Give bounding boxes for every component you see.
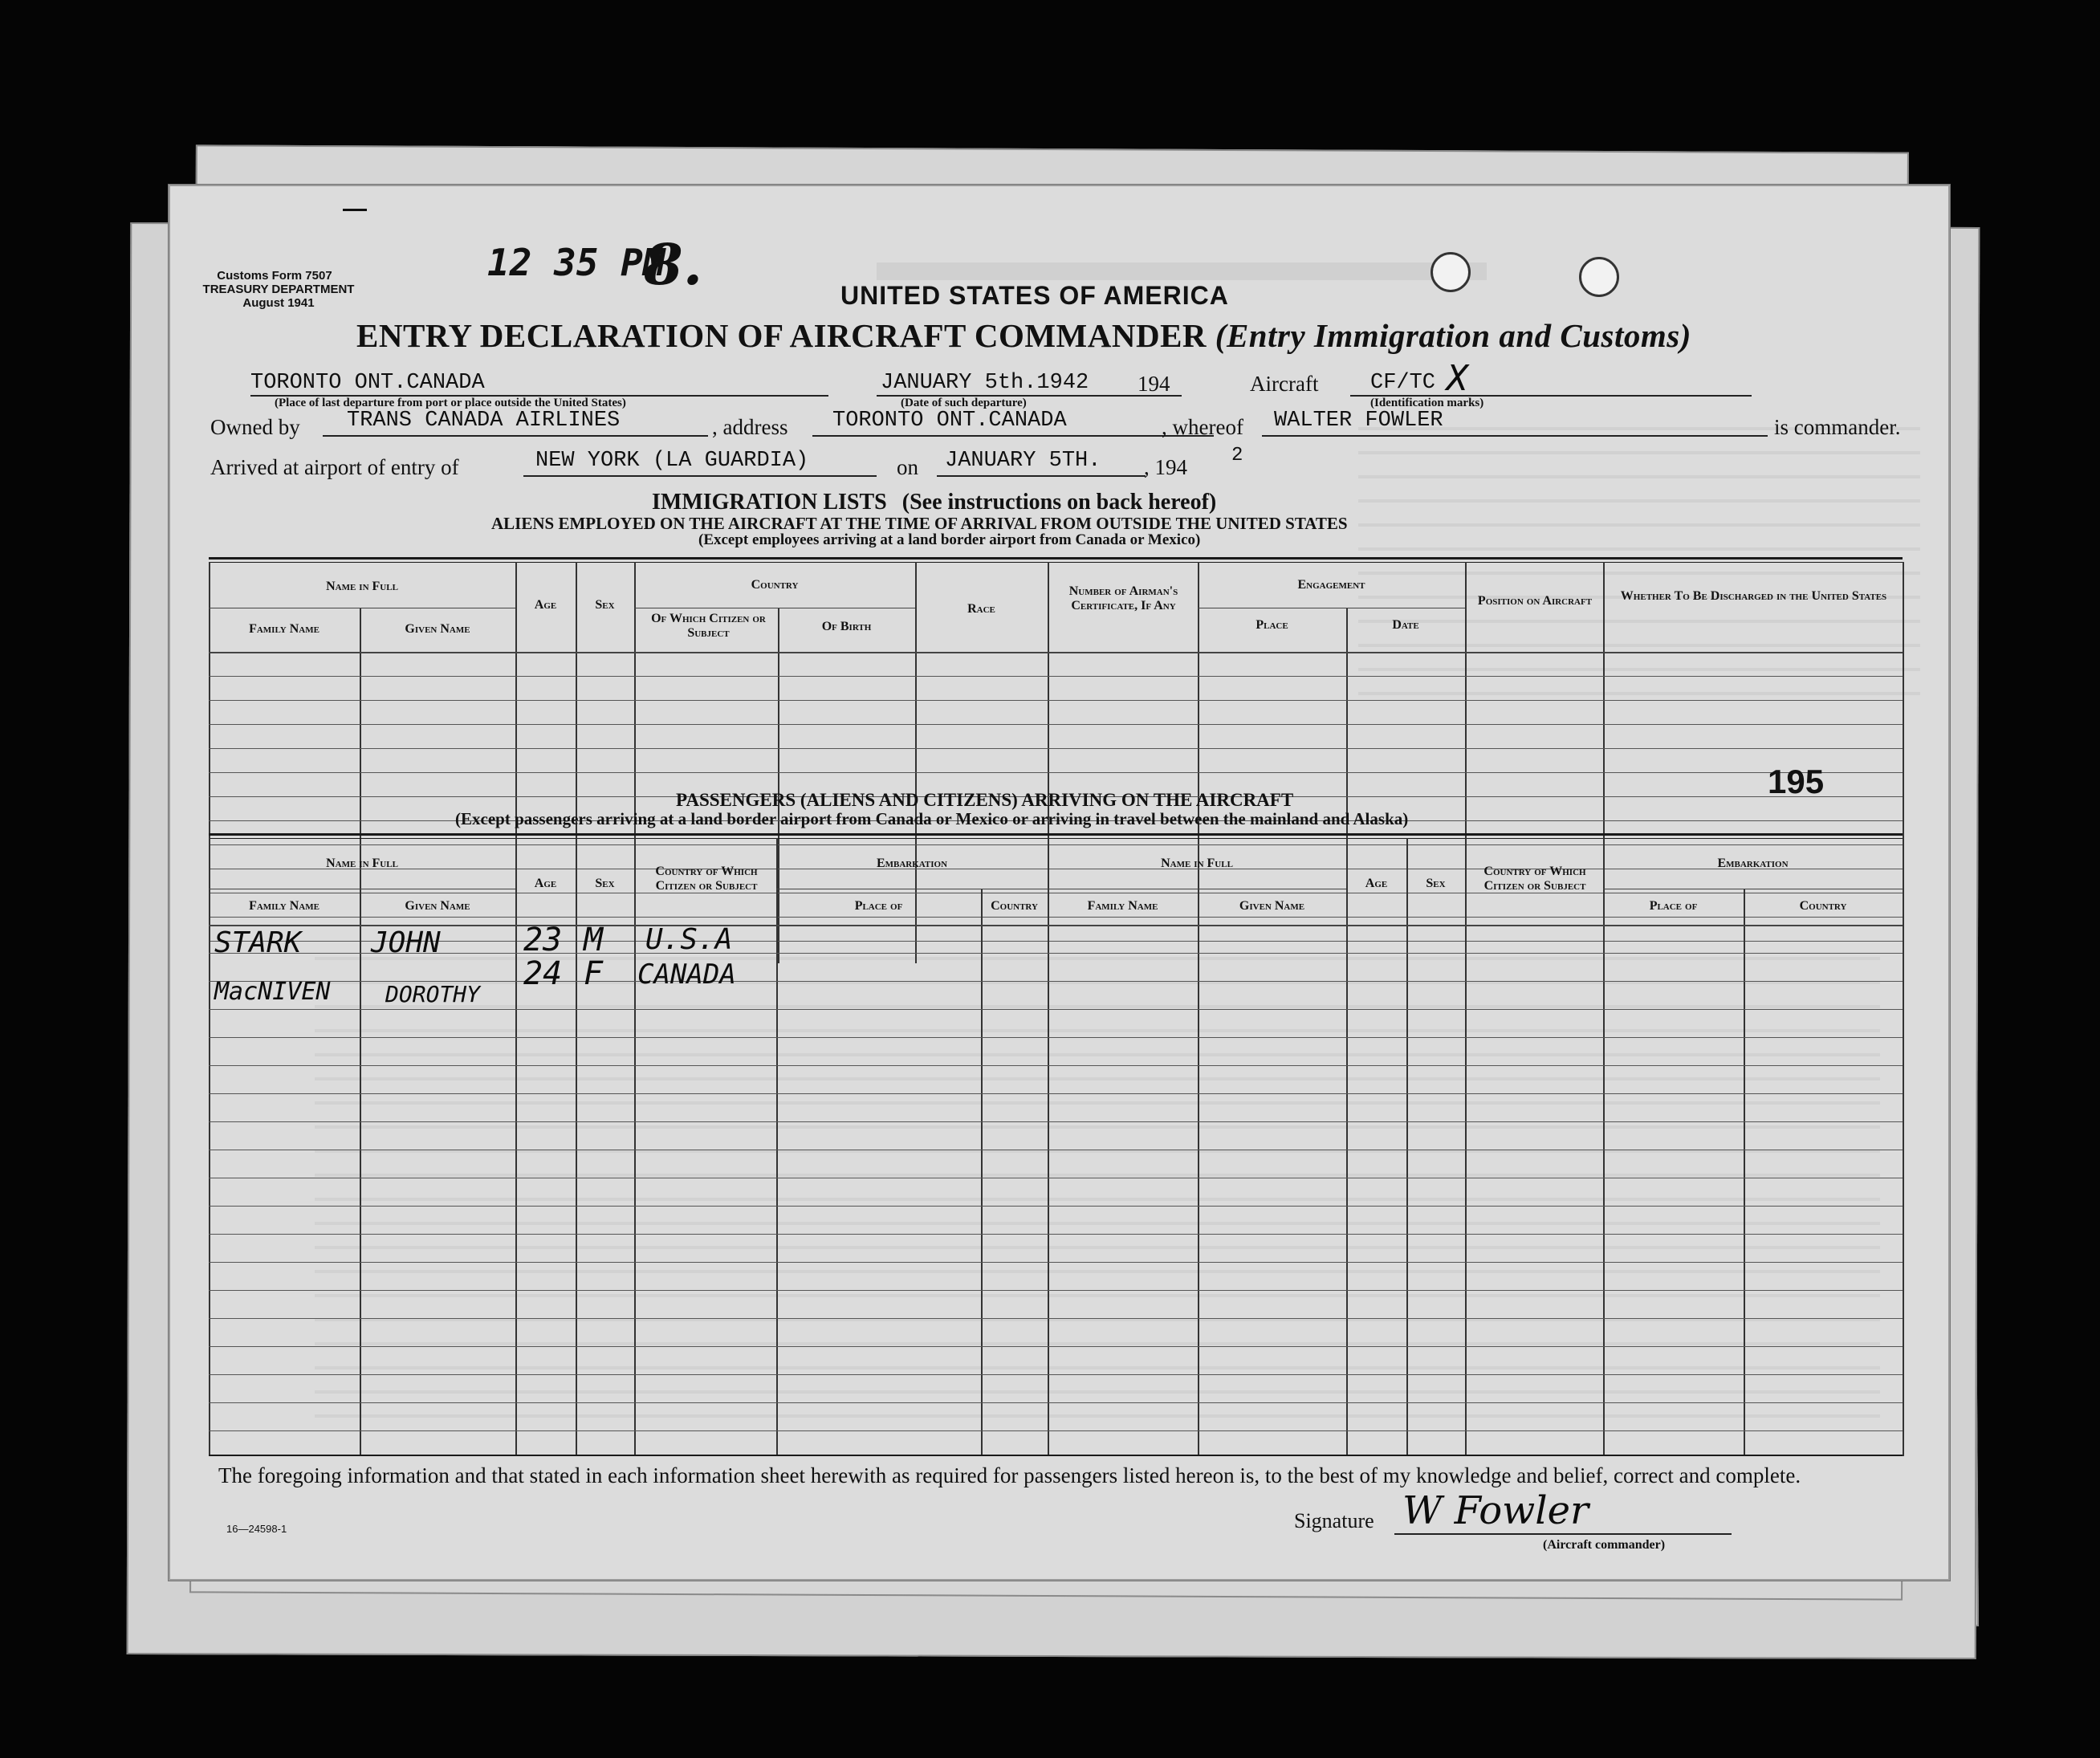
- aliens-row-line: [209, 917, 1903, 918]
- departure-place-caption: (Place of last departure from port or place outside the United States): [275, 397, 626, 409]
- owner-name: TRANS CANADA AIRLINES: [347, 409, 621, 433]
- aliens-hdr-position: Position on Aircraft: [1477, 594, 1593, 608]
- commander-suffix: is commander.: [1774, 415, 1901, 439]
- aliens-subtitle: (Except employees arriving at a land border airport from Canada or Mexico): [698, 531, 1201, 548]
- pax-col-border: [360, 889, 361, 1456]
- signature-line: [1394, 1533, 1732, 1535]
- aliens-row-line: [209, 700, 1903, 701]
- pax-hdr-country-citizen: Country of Which Citizen or Subject: [655, 865, 758, 893]
- pax-hdr-given: Given Name: [405, 899, 470, 913]
- owner-address: TORONTO ONT.CANADA: [832, 409, 1067, 433]
- passenger-1-family: STARK: [214, 926, 302, 959]
- owned-by-label: Owned by: [210, 415, 300, 439]
- form-title: [356, 316, 1691, 355]
- pax-row-line: [209, 1318, 1903, 1319]
- pax-row-line: [209, 1065, 1903, 1066]
- pax-hdr-sex-2: Sex: [1426, 877, 1446, 890]
- aliens-hdr-sex: Sex: [595, 598, 615, 612]
- aliens-table-top: [209, 557, 1903, 560]
- arrival-on-label: on: [897, 455, 918, 479]
- aliens-row-line: [209, 676, 1903, 677]
- aircraft-caption: (Identification marks): [1370, 397, 1484, 409]
- immigration-title-note: (See instructions on back hereof): [901, 490, 1217, 515]
- time-stamp: 12 35 PM: [487, 241, 665, 284]
- pax-col-border: [1744, 889, 1745, 1456]
- passenger-2-age: 24: [523, 955, 563, 992]
- aliens-hdr-engagement: Engagement: [1297, 578, 1365, 592]
- passengers-table-top2: [209, 838, 1903, 839]
- commander-signature: W Fowler: [1402, 1488, 1589, 1533]
- pax-col-border: [515, 838, 517, 1456]
- pax-row-line: [209, 1402, 1903, 1403]
- serial-number: 195: [1768, 763, 1825, 800]
- pax-row-line: [209, 1234, 1903, 1235]
- pax-col-border: [1346, 838, 1348, 1456]
- pax-col-border: [1198, 889, 1199, 1456]
- address-label: , address: [712, 415, 788, 439]
- departure-date-suffix: 194: [1138, 372, 1170, 396]
- dash-mark: [343, 209, 367, 211]
- bleed-through: [315, 957, 1880, 1439]
- pax-hdr-family: Family Name: [249, 899, 319, 913]
- passenger-2-family: MacNIVEN: [214, 978, 331, 1006]
- aircraft-marks: CF/TC: [1370, 371, 1436, 395]
- bleed-through: [877, 262, 1487, 280]
- stamp-mark: 8.: [644, 231, 703, 298]
- passengers-table-top: [209, 833, 1903, 836]
- pax-hdr-country: Country: [991, 899, 1038, 913]
- pax-hdr-given-2: Given Name: [1239, 899, 1305, 913]
- passengers-title: PASSENGERS (ALIENS AND CITIZENS) ARRIVING ON THE AIRCRAFT: [676, 790, 1294, 810]
- aliens-hdr-bottom: [209, 652, 1903, 653]
- arrival-airport-line: [523, 475, 877, 477]
- aliens-hdr-birth: Of Birth: [821, 620, 872, 633]
- passenger-1-sex: M: [584, 922, 604, 958]
- pax-row-line: [209, 1374, 1903, 1375]
- aliens-row-line: [209, 772, 1903, 773]
- form-date: August 1941: [242, 296, 315, 310]
- entry-declaration-form: [169, 185, 1950, 1581]
- pax-col-border: [981, 889, 983, 1456]
- arrival-year-digit: 2: [1231, 445, 1243, 466]
- pax-col-border: [576, 838, 577, 1456]
- aliens-table-top2: [209, 562, 1903, 563]
- pax-hdr-country-citizen-2: Country of Which Citizen or Subject: [1483, 865, 1586, 893]
- aliens-hdr-place: Place: [1256, 618, 1288, 632]
- aliens-row-line: [209, 844, 1903, 845]
- form-title-paren: (Entry Immigration and Customs): [1215, 317, 1691, 354]
- signature-label: Signature: [1294, 1509, 1374, 1532]
- pax-hdr-name-2: Name in Full: [1161, 857, 1233, 870]
- punch-hole: [1579, 257, 1619, 297]
- department: TREASURY DEPARTMENT: [202, 283, 355, 296]
- aliens-hdr-citizen: Of Which Citizen or Subject: [651, 612, 766, 640]
- pax-col-border: [1603, 838, 1605, 1456]
- immigration-title-text: IMMIGRATION LISTS: [652, 490, 887, 515]
- pax-row-line: [209, 1206, 1903, 1207]
- pax-table-bottom: [209, 1455, 1903, 1456]
- arrival-date: JANUARY 5TH.: [945, 449, 1101, 473]
- aliens-hdr-country: Country: [751, 578, 799, 592]
- address-line: [812, 435, 1214, 437]
- passenger-2-sex: F: [584, 955, 604, 992]
- arrival-airport: NEW YORK (LA GUARDIA): [535, 449, 809, 473]
- commander-name: WALTER FOWLER: [1274, 409, 1443, 433]
- pax-col-border: [776, 838, 778, 1456]
- pax-col-border: [1465, 838, 1467, 1456]
- pax-hdr-family-2: Family Name: [1087, 899, 1158, 913]
- aliens-hdr-race: Race: [967, 602, 995, 616]
- aliens-hdr-certificate: Number of Airman's Certificate, If Any: [1068, 584, 1178, 612]
- pax-hdr-bottom: [209, 925, 1903, 926]
- pax-hdr-name: Name in Full: [326, 857, 398, 870]
- pax-row-line: [209, 1430, 1903, 1431]
- departure-date-caption: (Date of such departure): [901, 397, 1027, 409]
- bleed-through: [1358, 427, 1920, 716]
- departure-place: TORONTO ONT.CANADA: [250, 371, 485, 395]
- passenger-1-given: JOHN: [371, 926, 441, 959]
- pax-col-border: [1903, 838, 1904, 1456]
- owner-line: [323, 435, 708, 437]
- departure-date: JANUARY 5th.1942: [881, 371, 1089, 395]
- aliens-hdr-given: Given Name: [405, 622, 470, 636]
- pax-hdr-place-of-2: Place of: [1649, 899, 1698, 913]
- aircraft-label: Aircraft: [1250, 372, 1319, 396]
- pax-hdr-sex: Sex: [595, 877, 615, 890]
- arrival-label: Arrived at airport of entry of: [210, 455, 459, 479]
- form-title-text: ENTRY DECLARATION OF AIRCRAFT COMMANDER: [356, 317, 1207, 354]
- aliens-hdr-date: Date: [1392, 618, 1419, 632]
- commander-line: [1262, 435, 1768, 437]
- form-id: Customs Form 7507: [217, 269, 332, 283]
- pax-row-line: [209, 1009, 1903, 1010]
- pax-row-line: [209, 1290, 1903, 1291]
- pax-row-line: [209, 953, 1903, 954]
- declaration-statement: The foregoing information and that stated in each information sheet herewith as required for passengers listed hereon is, to the best of my knowledge and belief, correct and complete.: [218, 1463, 1801, 1487]
- pax-row-line: [209, 1346, 1903, 1347]
- country-title: UNITED STATES OF AMERICA: [840, 281, 1229, 310]
- passengers-subtitle: (Except passengers arriving at a land border airport from Canada or Mexico or arriving in travel between the mainland and Alaska): [455, 809, 1409, 828]
- pax-row-line: [209, 1093, 1903, 1094]
- aliens-hdr-discharged: Whether To Be Discharged in the United States: [1620, 589, 1887, 603]
- pax-hdr-age-2: Age: [1365, 877, 1388, 890]
- punch-hole: [1431, 252, 1471, 292]
- pax-col-border: [1406, 838, 1408, 1456]
- whereof-label: , whereof: [1162, 415, 1243, 439]
- pax-hdr-place-of: Place of: [854, 899, 903, 913]
- pax-col-border: [634, 838, 636, 1456]
- signature-caption: (Aircraft commander): [1543, 1538, 1666, 1552]
- aliens-title: ALIENS EMPLOYED ON THE AIRCRAFT AT THE TIME OF ARRIVAL FROM OUTSIDE THE UNITED STATES: [491, 514, 1348, 533]
- pax-row-line: [209, 1262, 1903, 1263]
- aliens-hdr-name: Name in Full: [326, 580, 398, 593]
- pax-row-line: [209, 1121, 1903, 1122]
- passenger-1-age: 23: [523, 922, 563, 958]
- passenger-2-country: CANADA: [637, 958, 736, 991]
- passenger-2-given: DOROTHY: [385, 981, 481, 1007]
- aircraft-mark-x: X: [1447, 358, 1468, 399]
- aliens-row-line: [209, 724, 1903, 725]
- pax-hdr-age: Age: [534, 877, 557, 890]
- aliens-hdr-age: Age: [534, 598, 557, 612]
- arrival-date-line: [937, 475, 1146, 477]
- pax-col-border: [209, 838, 210, 1456]
- pax-hdr-country-2: Country: [1799, 899, 1847, 913]
- arrival-year-prefix: , 194: [1144, 455, 1187, 479]
- aliens-hdr-family: Family Name: [249, 622, 319, 636]
- aliens-row-line: [209, 748, 1903, 749]
- immigration-title: [652, 490, 1216, 515]
- pax-col-border: [1048, 838, 1049, 1456]
- passenger-1-country: U.S.A: [645, 923, 733, 956]
- aliens-row-line: [209, 941, 1903, 942]
- pax-hdr-embarkation-2: Embarkation: [1717, 857, 1789, 870]
- form-number: 16—24598-1: [226, 1523, 287, 1535]
- pax-hdr-embarkation: Embarkation: [876, 857, 948, 870]
- pax-row-line: [209, 1037, 1903, 1038]
